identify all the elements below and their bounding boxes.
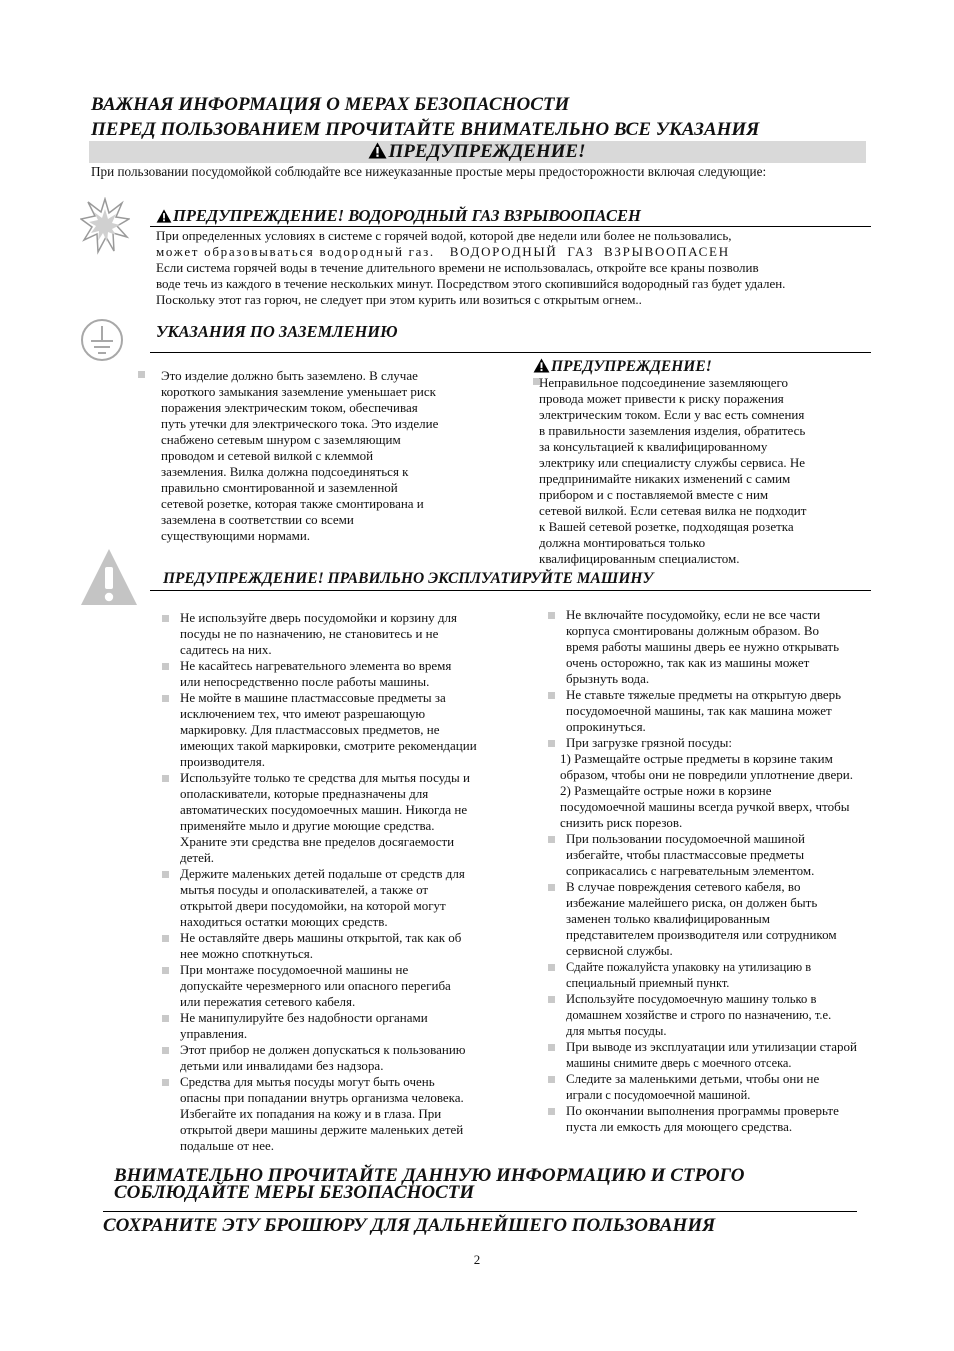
list-item-line: открытой двери посудомойки, на которой могут: [180, 898, 446, 913]
list-item-line: специальный приемный пункт.: [566, 976, 730, 990]
grounding-divider: [150, 352, 871, 353]
list-item-line: маркировку. Для пластмассовых предметов, не: [180, 722, 440, 737]
hydrogen-title-text: ПРЕДУПРЕЖДЕНИЕ! ВОДОРОДНЫЙ ГАЗ ВЗРЫВООПАСЕН: [173, 206, 641, 225]
grounding-warning-line: предпринимайте никаких изменений с самим: [539, 471, 791, 486]
page-subtitle: ПЕРЕД ПОЛЬЗОВАНИЕМ ПРОЧИТАЙТЕ ВНИМАТЕЛЬНО ВСЕ УКАЗАНИЯ: [91, 119, 760, 140]
list-item-line: находиться остатки моющих средств.: [180, 914, 388, 929]
loading-sub-line: 2) Размещайте острые ножи в корзине: [560, 783, 772, 798]
list-item-line: Не мойте в машине пластмассовые предметы за: [180, 690, 446, 705]
list-item-line: заменен только квалифицированным: [566, 911, 771, 926]
list-item: [162, 930, 522, 962]
list-bullet: [548, 1108, 555, 1115]
list-bullet: [162, 935, 169, 942]
list-item: [548, 735, 898, 831]
grounding-warning-line: за консультацией к квалифицированному: [539, 439, 768, 454]
list-item-line: При монтаже посудомоечной машины не: [180, 962, 409, 977]
grounding-warning-text: ПРЕДУПРЕЖДЕНИЕ!: [551, 358, 712, 375]
intro-text: При пользовании посудомойкой соблюдайте все нижеуказанные простые меры предосторожности включая следующие:: [91, 164, 767, 179]
hydrogen-section-title: [156, 206, 641, 226]
list-item-line: детьми или инвалидами без надзора.: [180, 1058, 384, 1073]
list-item-line: имеющих такой маркировки, смотрите рекомендации: [180, 738, 477, 753]
list-item-line: Сдайте пожалуйста упаковку на утилизацию в: [566, 960, 812, 974]
list-bullet: [162, 1079, 169, 1086]
operation-divider: [150, 590, 871, 591]
list-item-line: открытой двери машины держите маленьких детей: [180, 1122, 464, 1137]
list-item-line: По окончании выполнения программы проверьте: [566, 1103, 839, 1118]
list-item-line: Не используйте дверь посудомойки и корзину для: [180, 610, 458, 625]
list-item-line: посудомоечной машины, так как машина может: [566, 703, 832, 718]
list-item-line: подальше от нее.: [180, 1138, 275, 1153]
list-item-line: исключением тех, что имеют разрешающую: [180, 706, 426, 721]
list-bullet: [548, 884, 555, 891]
caution-icon: [80, 547, 138, 607]
list-item-line: время работы машины дверь ее нужно открывать: [566, 639, 840, 654]
list-bullet: [548, 996, 555, 1003]
list-bullet: [162, 1015, 169, 1022]
warning-banner-text: ПРЕДУПРЕЖДЕНИЕ!: [388, 141, 586, 162]
list-item-line: Не касайтесь нагревательного элемента во время: [180, 658, 452, 673]
list-item: [548, 607, 898, 687]
list-item-line: корпуса смонтированы должным образом. Во: [566, 623, 820, 638]
grounding-warning-line: электрику или специалисту службы сервиса. Не: [539, 455, 805, 470]
grounding-warning-line: в правильности заземления изделия, обратитесь: [539, 423, 806, 438]
list-item-line: Не включайте посудомойку, если не все части: [566, 607, 821, 622]
operation-left-list: [162, 610, 522, 1154]
list-item-line: или пережатия сетевого кабеля.: [180, 994, 356, 1009]
list-bullet: [548, 692, 555, 699]
list-item-line: мытья посуды и ополаскивателей, а также от: [180, 882, 429, 897]
list-bullet: [548, 964, 555, 971]
list-item-line: При пользовании посудомоечной машиной: [566, 831, 805, 846]
list-item: [548, 687, 898, 735]
list-item-line: домашнем хозяйстве и строго по назначению, т.е.: [566, 1008, 832, 1022]
hydrogen-divider: [150, 226, 871, 227]
list-item: [162, 658, 522, 690]
list-item-line: играли с посудомоечной машиной.: [566, 1088, 751, 1102]
hydrogen-text: [156, 228, 785, 308]
hydrogen-line: Если система горячей воды в течение длительного времени не использовалась, откройте все краны позволив: [156, 260, 759, 275]
grounding-line: правильно смонтированной и заземленной: [161, 480, 398, 495]
grounding-line: сетевой розетке, которая также смонтирована и: [161, 496, 424, 511]
grounding-warning-line: должна монтироваться только: [539, 535, 706, 550]
list-bullet: [548, 1044, 555, 1051]
grounding-line: проводом и сетевой вилкой с клеммой: [161, 448, 374, 463]
list-bullet: [162, 1047, 169, 1054]
list-item-line: производителя.: [180, 754, 265, 769]
warning-triangle-icon: [156, 209, 172, 223]
grounding-warning-line: к Вашей сетевой розетке, подходящая розетка: [539, 519, 794, 534]
operation-right-list: [548, 607, 898, 1135]
hydrogen-line: воде течь из каждого в течение нескольких минут. Посредством этого скопившийся водородный газ будет удален.: [156, 276, 786, 291]
list-item-line: ополаскиватели, которые предназначены для: [180, 786, 429, 801]
list-bullet: [548, 612, 555, 619]
ground-icon: [80, 318, 124, 362]
list-item-line: управления.: [180, 1026, 248, 1041]
list-item-line: детей.: [180, 850, 215, 865]
list-item-line: Используйте посудомоечную машину только в: [566, 992, 817, 1006]
grounding-left-text: [161, 368, 438, 544]
list-item-line: При загрузке грязной посуды:: [566, 735, 732, 750]
list-bullet: [162, 695, 169, 702]
footer-notice-line-2: СОБЛЮДАЙТЕ МЕРЫ БЕЗОПАСНОСТИ: [114, 1182, 475, 1203]
list-item: [548, 959, 898, 991]
list-item-line: Не ставьте тяжелые предметы на открытую дверь: [566, 687, 842, 702]
list-item: [162, 866, 522, 930]
grounding-line: снабжено сетевым шнуром с заземляющим: [161, 432, 401, 447]
grounding-line: существующими нормами.: [161, 528, 311, 543]
list-item: [162, 770, 522, 866]
grounding-warning-line: прибором и с поставляемой вместе с ним: [539, 487, 769, 502]
list-item: [548, 1103, 898, 1135]
list-bullet: [162, 967, 169, 974]
grounding-line: короткого замыкания заземление уменьшает риск: [161, 384, 436, 399]
list-item: [548, 879, 898, 959]
list-item: [162, 1042, 522, 1074]
grounding-warning-title: [533, 357, 712, 377]
grounding-warning-line: провода может привести к риску поражения: [539, 391, 784, 406]
grounding-warning-line: Неправильное подсоединение заземляющего: [539, 375, 788, 390]
list-item-line: автоматических посудомоечных машин. Никогда не: [180, 802, 468, 817]
list-item-line: При выводе из эксплуатации или утилизации старой: [566, 1039, 857, 1054]
list-item: [162, 610, 522, 658]
loading-sub-line: снизить риск порезов.: [560, 815, 683, 830]
list-bullet: [548, 1076, 555, 1083]
grounding-warning-line: квалифицированным специалистом.: [539, 551, 740, 566]
list-item-line: садитесь на них.: [180, 642, 272, 657]
list-bullet: [162, 775, 169, 782]
list-item-line: Держите маленьких детей подальше от средств для: [180, 866, 465, 881]
explosion-icon: [80, 197, 130, 255]
list-item-line: Используйте только те средства для мытья посуды и: [180, 770, 470, 785]
list-bullet: [162, 871, 169, 878]
footer-divider: [103, 1211, 857, 1212]
list-item: [548, 1071, 898, 1103]
hydrogen-line: При определенных условиях в системе с горячей водой, которой две недели или более не пользовались,: [156, 228, 732, 243]
list-item-line: Не оставляйте дверь машины открытой, так как об: [180, 930, 462, 945]
list-item-line: очень осторожно, так как из машины может: [566, 655, 810, 670]
list-item-line: или непосредственно после работы машины.: [180, 674, 430, 689]
grounding-line: заземлена в соответствии со всеми: [161, 512, 354, 527]
list-bullet: [548, 836, 555, 843]
list-item-line: пуста ли емкость для моющего средства.: [566, 1119, 793, 1134]
list-item: [548, 1039, 898, 1071]
loading-sub-line: посудомоечной машины всегда ручкой вверх, чтобы: [560, 799, 850, 814]
operation-section-title: ПРЕДУПРЕЖДЕНИЕ! ПРАВИЛЬНО ЭКСПЛУАТИРУЙТЕ МАШИНУ: [163, 570, 654, 587]
list-item-line: Средства для мытья посуды могут быть очень: [180, 1074, 435, 1089]
list-item-line: Этот прибор не должен допускаться к пользованию: [180, 1042, 466, 1057]
list-item: [162, 690, 522, 770]
list-item-line: применяйте мыло и другие моющие средства.: [180, 818, 435, 833]
hydrogen-line: Поскольку этот газ горюч, не следует при этом курить или возиться с открытым огнем..: [156, 292, 642, 307]
grounding-line: заземления. Вилка должна подсоединяться к: [161, 464, 409, 479]
list-item-line: Следите за маленькими детьми, чтобы они не: [566, 1071, 820, 1086]
list-item-line: брызнуть вода.: [566, 671, 650, 686]
list-item-line: для мытья посуды.: [566, 1024, 667, 1038]
list-item-line: представителем производителя или сотрудником: [566, 927, 837, 942]
list-item: [162, 1010, 522, 1042]
list-bullet: [162, 663, 169, 670]
list-item-line: машины снимите дверь с моечного отсека.: [566, 1056, 792, 1070]
list-item-line: соприкасались с нагревательным элементом.: [566, 863, 815, 878]
grounding-line: Это изделие должно быть заземлено. В случае: [161, 368, 418, 383]
list-bullet: [548, 740, 555, 747]
hydrogen-line: может образовываться водородный газ. ВОДОРОДНЫЙ ГАЗ ВЗРЫВООПАСЕН: [156, 244, 730, 259]
list-item: [162, 1074, 522, 1154]
list-item-line: нее можно споткнуться.: [180, 946, 313, 961]
list-bullet: [138, 371, 145, 378]
grounding-line: поражения электрическим током, обеспечивая: [161, 400, 418, 415]
list-item-line: Не манипулируйте без надобности органами: [180, 1010, 428, 1025]
footer-notice-line-1: ВНИМАТЕЛЬНО ПРОЧИТАЙТЕ ДАННУЮ ИНФОРМАЦИЮ И СТРОГО: [114, 1165, 745, 1186]
list-item-line: Избегайте их попадания на кожу и в глаза. При: [180, 1106, 442, 1121]
warning-triangle-icon: [533, 358, 550, 373]
list-bullet: [162, 615, 169, 622]
warning-triangle-icon: [368, 142, 387, 159]
list-item-line: Храните эти средства вне пределов досягаемости: [180, 834, 455, 849]
list-item-line: опасны при попадании внутрь организма человека.: [180, 1090, 464, 1105]
grounding-warning-line: электрическим током. Если у вас есть сомнения: [539, 407, 805, 422]
grounding-section-title: УКАЗАНИЯ ПО ЗАЗЕМЛЕНИЮ: [156, 322, 398, 341]
list-item-line: избежание малейшего риска, он должен быть: [566, 895, 818, 910]
list-item-line: допускайте черезмерного или опасного перегиба: [180, 978, 451, 993]
grounding-line: путь утечки для электрического тока. Это изделие: [161, 416, 439, 431]
warning-banner-title: [0, 140, 954, 163]
loading-sub-line: образом, чтобы они не повредили уплотнение двери.: [560, 767, 853, 782]
page-title: ВАЖНАЯ ИНФОРМАЦИЯ О МЕРАХ БЕЗОПАСНОСТИ: [91, 94, 570, 115]
grounding-warning-line: сетевой вилкой. Если сетевая вилка не подходит: [539, 503, 807, 518]
grounding-right-text: [539, 375, 806, 567]
list-item-line: опрокинуться.: [566, 719, 646, 734]
page-number: 2: [473, 1252, 481, 1267]
list-item: [548, 991, 898, 1039]
list-item-line: В случае повреждения сетевого кабеля, во: [566, 879, 801, 894]
list-item: [548, 831, 898, 879]
list-item-line: сервисной службы.: [566, 943, 673, 958]
loading-sub-line: 1) Размещайте острые предметы в корзине таким: [560, 751, 833, 766]
footer-save-notice: СОХРАНИТЕ ЭТУ БРОШЮРУ ДЛЯ ДАЛЬНЕЙШЕГО ПОЛЬЗОВАНИЯ: [103, 1215, 716, 1236]
list-item-line: избегайте, чтобы пластмассовые предметы: [566, 847, 805, 862]
list-item: [162, 962, 522, 1010]
list-item-line: посуды не по назначению, не становитесь и не: [180, 626, 439, 641]
